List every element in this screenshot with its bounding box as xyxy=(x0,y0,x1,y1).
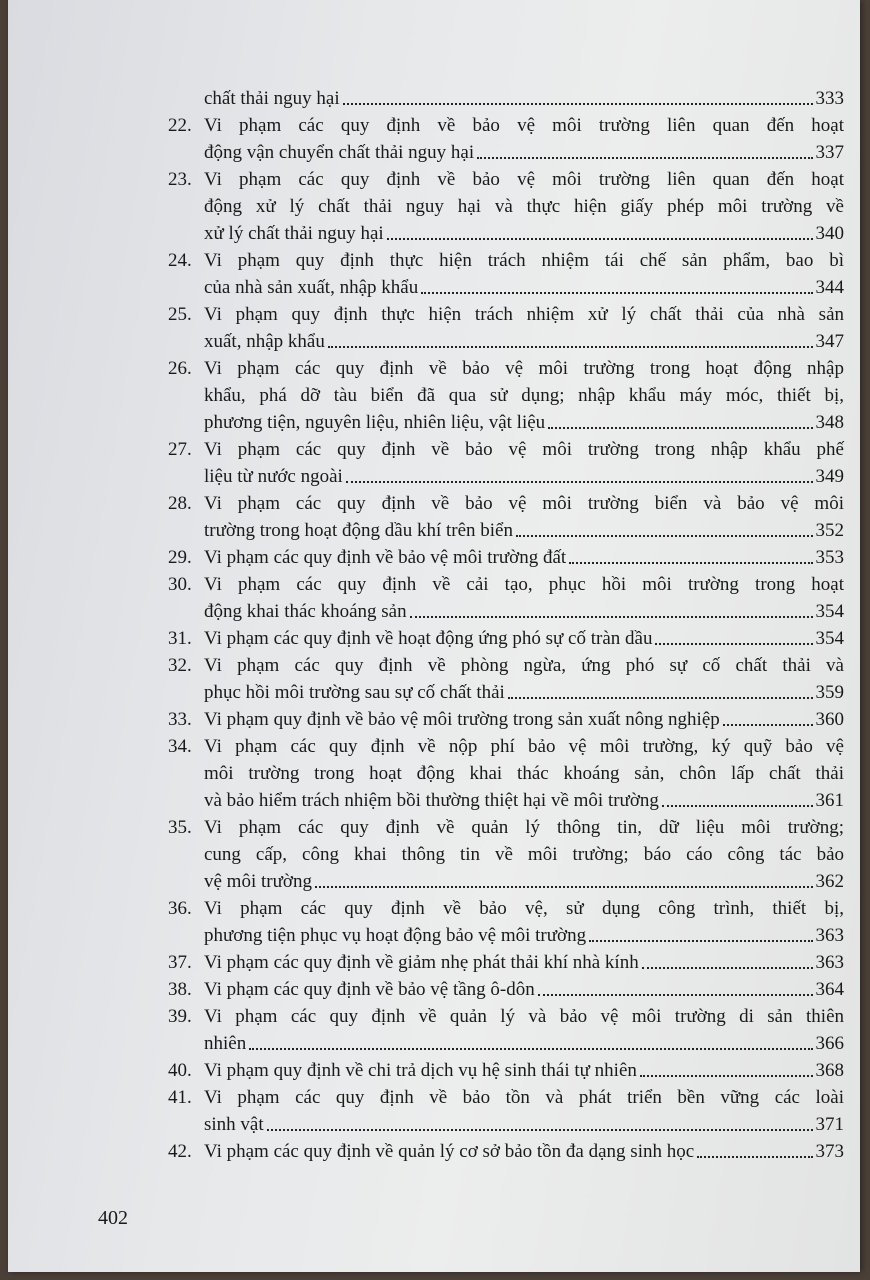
entry-page-number: 347 xyxy=(815,331,844,352)
entry-text-line: Vi phạm các quy định về bảo vệ, sử dụng công trình, thiết bị, xyxy=(204,898,844,919)
entry-last-line xyxy=(204,922,844,949)
entry-text-line: Vi phạm các quy định về bảo tồn và phát triển bền vững các loài xyxy=(204,1087,844,1108)
entry-number: 34. xyxy=(168,736,192,757)
dot-leader xyxy=(387,237,813,240)
dot-leader xyxy=(421,291,812,294)
entry-text-line: Vi phạm các quy định về bảo vệ môi trường trong hoạt động nhập xyxy=(204,358,844,379)
toc-entry xyxy=(168,544,844,571)
dot-leader xyxy=(642,966,813,969)
entry-number: 28. xyxy=(168,493,192,514)
dot-leader xyxy=(410,615,813,618)
entry-number: 32. xyxy=(168,655,192,676)
entry-page-number: 344 xyxy=(815,277,844,298)
entry-page-number: 352 xyxy=(815,520,844,541)
toc-entry xyxy=(168,571,844,625)
dot-leader xyxy=(328,345,813,348)
dot-leader xyxy=(538,993,813,996)
entry-page-number: 348 xyxy=(815,412,844,433)
toc-entry xyxy=(168,895,844,949)
entry-text-line: Vi phạm các quy định về bảo vệ môi trường liên quan đến hoạt xyxy=(204,169,844,190)
toc-entry xyxy=(168,112,844,166)
toc-entry xyxy=(168,949,844,976)
entry-page-number: 362 xyxy=(815,871,844,892)
entry-title: Vi phạm quy định về bảo vệ môi trường trong sản xuất nông nghiệp xyxy=(204,709,720,730)
toc-entry xyxy=(168,1138,844,1165)
entry-title: xuất, nhập khẩu xyxy=(204,331,325,352)
toc-entry xyxy=(168,166,844,247)
page-number: 402 xyxy=(98,1207,128,1229)
entry-number: 35. xyxy=(168,817,192,838)
toc-entry xyxy=(168,1057,844,1084)
entry-title: phương tiện, nguyên liệu, nhiên liệu, vật liệu xyxy=(204,412,546,433)
entry-title: Vi phạm các quy định về hoạt động ứng phó sự cố tràn dầu xyxy=(204,628,653,649)
entry-number: 29. xyxy=(168,547,192,568)
entry-page-number: 371 xyxy=(815,1114,844,1135)
entry-title: vệ môi trường xyxy=(204,871,312,892)
dot-leader xyxy=(697,1155,812,1158)
toc-entry xyxy=(168,436,844,490)
book-page xyxy=(8,0,860,1272)
entry-text-line: động xử lý chất thải nguy hại và thực hiện giấy phép môi trường về xyxy=(204,196,844,217)
entry-last-line xyxy=(204,409,844,436)
entry-title: và bảo hiểm trách nhiệm bồi thường thiệt hại về môi trường xyxy=(204,790,659,811)
entry-number: 31. xyxy=(168,628,192,649)
entry-text-line: Vi phạm các quy định về bảo vệ môi trường biển và bảo vệ môi xyxy=(204,493,844,514)
entry-text-line: Vi phạm các quy định về quản lý và bảo vệ môi trường di sản thiên xyxy=(204,1006,844,1027)
entry-text-line: Vi phạm quy định thực hiện trách nhiệm xử lý chất thải của nhà sản xyxy=(204,304,844,325)
toc-entry xyxy=(168,490,844,544)
entry-last-line xyxy=(204,625,844,652)
dot-leader xyxy=(640,1074,813,1077)
dot-leader xyxy=(516,534,813,537)
entry-text-line: Vi phạm các quy định về bảo vệ môi trường liên quan đến hoạt xyxy=(204,115,844,136)
dot-leader xyxy=(723,723,813,726)
entry-page-number: 368 xyxy=(815,1060,844,1081)
entry-number: 27. xyxy=(168,439,192,460)
entry-text-line: môi trường trong hoạt động khai thác khoáng sản, chôn lấp chất thải xyxy=(204,763,844,784)
entry-text-line: khẩu, phá dỡ tàu biển đã qua sử dụng; nhập khẩu máy móc, thiết bị, xyxy=(204,385,844,406)
entry-title: Vi phạm quy định về chi trả dịch vụ hệ sinh thái tự nhiên xyxy=(204,1060,637,1081)
entry-page-number: 333 xyxy=(815,88,844,109)
entry-page-number: 361 xyxy=(815,790,844,811)
entry-title: động vận chuyển chất thải nguy hại xyxy=(204,142,475,163)
entry-last-line xyxy=(204,139,844,166)
entry-text-line: Vi phạm các quy định về phòng ngừa, ứng phó sự cố chất thải và xyxy=(204,655,844,676)
entry-last-line xyxy=(204,1111,844,1138)
toc-entry xyxy=(168,355,844,436)
dot-leader xyxy=(315,885,813,888)
entry-number: 33. xyxy=(168,709,192,730)
entry-title: phục hồi môi trường sau sự cố chất thải xyxy=(204,682,505,703)
dot-leader xyxy=(343,102,813,105)
entry-number: 37. xyxy=(168,952,192,973)
toc-entry xyxy=(168,733,844,814)
entry-title: phương tiện phục vụ hoạt động bảo vệ môi trường xyxy=(204,925,587,946)
entry-number: 25. xyxy=(168,304,192,325)
toc-entry xyxy=(168,1084,844,1138)
entry-page-number: 360 xyxy=(815,709,844,730)
entry-page-number: 364 xyxy=(815,979,844,1000)
entry-title: chất thải nguy hại xyxy=(204,88,340,109)
entry-page-number: 340 xyxy=(815,223,844,244)
entry-last-line xyxy=(204,517,844,544)
entry-title: liệu từ nước ngoài xyxy=(204,466,343,487)
entry-last-line xyxy=(204,868,844,895)
entry-page-number: 363 xyxy=(815,925,844,946)
entry-title: sinh vật xyxy=(204,1114,264,1135)
entry-number: 23. xyxy=(168,169,192,190)
entry-page-number: 366 xyxy=(815,1033,844,1054)
dot-leader xyxy=(569,561,812,564)
entry-text-line: Vi phạm các quy định về bảo vệ môi trường trong nhập khẩu phế xyxy=(204,439,844,460)
entry-page-number: 354 xyxy=(815,601,844,622)
entry-page-number: 354 xyxy=(815,628,844,649)
entry-last-line xyxy=(204,463,844,490)
entry-text-line: Vi phạm các quy định về nộp phí bảo vệ môi trường, ký quỹ bảo vệ xyxy=(204,736,844,757)
entry-page-number: 353 xyxy=(815,547,844,568)
entry-number: 42. xyxy=(168,1141,192,1162)
entry-text-line: Vi phạm quy định thực hiện trách nhiệm tái chế sản phẩm, bao bì xyxy=(204,250,844,271)
entry-last-line xyxy=(204,220,844,247)
table-of-contents xyxy=(168,64,844,1165)
entry-page-number: 363 xyxy=(815,952,844,973)
entry-number: 22. xyxy=(168,115,192,136)
entry-title: trường trong hoạt động dầu khí trên biển xyxy=(204,520,513,541)
entry-last-line xyxy=(204,706,844,733)
toc-entry xyxy=(168,85,844,112)
entry-number: 26. xyxy=(168,358,192,379)
entry-title: Vi phạm các quy định về giảm nhẹ phát thải khí nhà kính xyxy=(204,952,639,973)
entry-last-line xyxy=(204,679,844,706)
entry-number: 36. xyxy=(168,898,192,919)
toc-entry xyxy=(168,976,844,1003)
dot-leader xyxy=(548,426,812,429)
toc-entry xyxy=(168,1003,844,1057)
entry-number: 40. xyxy=(168,1060,192,1081)
entry-number: 30. xyxy=(168,574,192,595)
entry-number: 41. xyxy=(168,1087,192,1108)
toc-entry xyxy=(168,814,844,895)
entry-title: Vi phạm các quy định về quản lý cơ sở bảo tồn đa dạng sinh học xyxy=(204,1141,695,1162)
entry-number: 39. xyxy=(168,1006,192,1027)
toc-entry xyxy=(168,652,844,706)
entry-last-line xyxy=(204,544,844,571)
entry-text-line: Vi phạm các quy định về quản lý thông tin, dữ liệu môi trường; xyxy=(204,817,844,838)
entry-page-number: 337 xyxy=(815,142,844,163)
entry-title: xử lý chất thải nguy hại xyxy=(204,223,384,244)
toc-entry xyxy=(168,247,844,301)
entry-last-line xyxy=(204,976,844,1003)
entry-last-line xyxy=(204,274,844,301)
dot-leader xyxy=(662,804,813,807)
entry-page-number: 349 xyxy=(815,466,844,487)
entry-number: 38. xyxy=(168,979,192,1000)
dot-leader xyxy=(346,480,813,483)
dot-leader xyxy=(267,1128,813,1131)
entry-title: Vi phạm các quy định về bảo vệ môi trường đất xyxy=(204,547,567,568)
entry-text-line: cung cấp, công khai thông tin về môi trường; báo cáo công tác bảo xyxy=(204,844,844,865)
dot-leader xyxy=(508,696,813,699)
dot-leader xyxy=(249,1047,812,1050)
entry-last-line xyxy=(204,1138,844,1165)
entry-title: Vi phạm các quy định về bảo vệ tầng ô-dôn xyxy=(204,979,535,1000)
entry-title: nhiên xyxy=(204,1033,247,1054)
toc-entry xyxy=(168,625,844,652)
dot-leader xyxy=(589,939,812,942)
dot-leader xyxy=(477,156,812,159)
entry-last-line xyxy=(204,1030,844,1057)
dot-leader xyxy=(655,642,812,645)
entry-title: của nhà sản xuất, nhập khẩu xyxy=(204,277,419,298)
toc-entry xyxy=(168,301,844,355)
toc-entry xyxy=(168,706,844,733)
entry-last-line xyxy=(204,1057,844,1084)
entry-title: động khai thác khoáng sản xyxy=(204,601,407,622)
entry-last-line xyxy=(204,787,844,814)
entry-text-line: Vi phạm các quy định về cải tạo, phục hồi môi trường trong hoạt xyxy=(204,574,844,595)
entry-last-line xyxy=(204,328,844,355)
entry-last-line xyxy=(204,85,844,112)
entry-page-number: 359 xyxy=(815,682,844,703)
entry-last-line xyxy=(204,949,844,976)
entry-last-line xyxy=(204,598,844,625)
entry-page-number: 373 xyxy=(815,1141,844,1162)
entry-number: 24. xyxy=(168,250,192,271)
